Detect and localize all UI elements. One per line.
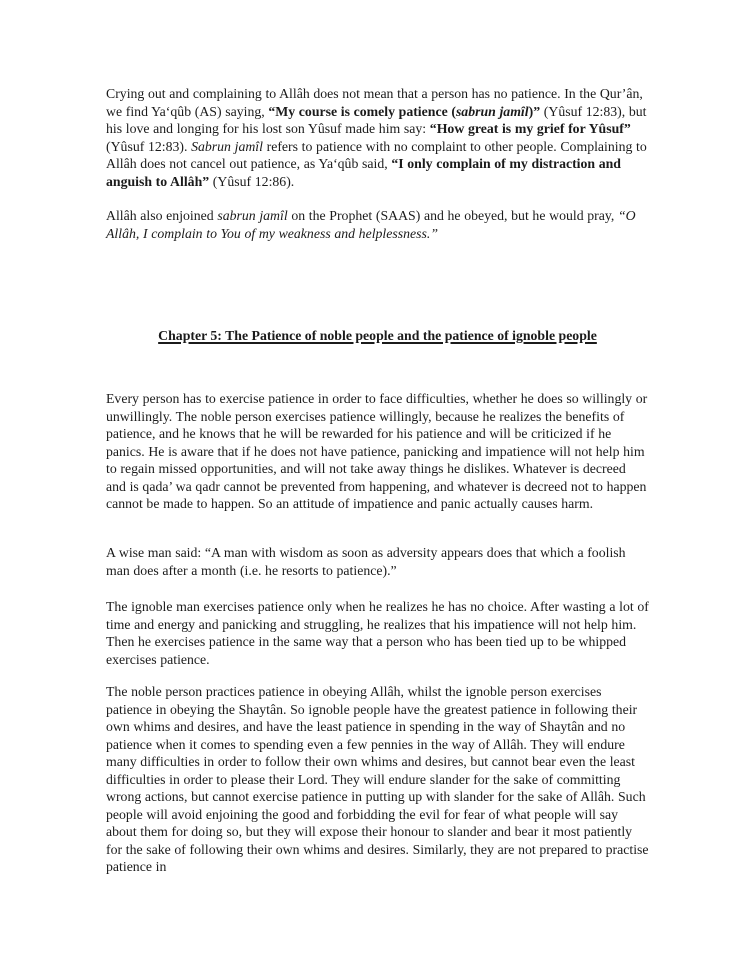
paragraph-ignoble-man: The ignoble man exercises patience only when he realizes he has no choice. After wasting a lot of time and energy and panicking and struggling, he realizes that his impatience will not help him. Then he exercises patience in the same way that a person who has been tied up to be whipped exercises patience. [106,599,649,667]
paragraph-noble-vs-ignoble: The noble person practices patience in obeying Allâh, whilst the ignoble person exercises patience in obeying the Shaytân. So ignoble people have the greatest patience in following their own whims and desires, and have the least patience in spending in the way of Shaytân and no patience when it comes to spending even a few pennies in the way of Allâh. They will endure many difficulties in order to follow their own whims and desires, but cannot bear even the least difficulties in order to please their Lord. They will endure slander for the sake of committing wrong actions, but cannot exercise patience in putting up with slander for the sake of Allâh. Such people will avoid enjoining the good and forbidding the evil for fear of what people will say about them for doing so, but they will expose their honour to slander and bear it most patiently for the sake of following their own whims and desires. Similarly, they are not prepared to practise patience in [106,684,649,874]
paragraph-wise-man: A wise man said: “A man with wisdom as soon as adversity appears does that which a foolish man does after a month (i.e. he resorts to patience).” [106,545,626,578]
paragraph-every-person: Every person has to exercise patience in order to face difficulties, whether he does so willingly or unwillingly. The noble person exercises patience willingly, because he realizes the benefits of patience, and he knows that he will be rewarded for his patience and will be criticized if he panics. He is aware that if he does not have patience, panicking and impatience will not help him to regain missed opportunities, and will not take away things he dislikes. Whatever is decreed and is qada’ wa qadr cannot be prevented from happening, and whatever is decreed not to happen cannot be made to happen. So an attitude of impatience and panic actually causes harm. [106,391,648,511]
paragraph-prophet-dua: Allâh also enjoined sabrun jamîl on the Prophet (SAAS) and he obeyed, but he would pray, “O Allâh, I complain to You of my weakness and helplessness.” [106,208,636,241]
paragraph-intro-complaining: Crying out and complaining to Allâh does not mean that a person has no patience. In the Qur’ân, we find Ya‘qûb (AS) saying, “My course is comely patience (sabrun jamîl)” (Yûsuf 12:83), but his love and longing for his lost son Yûsuf made him say: “How great is my grief for Yûsuf” (Yûsuf 12:83). Sabrun jamîl refers to patience with no complaint to other people. Complaining to Allâh does not cancel out patience, as Ya‘qûb said, “I only complain of my distraction and anguish to Allâh” (Yûsuf 12:86). [106,86,647,189]
chapter-heading: Chapter 5: The Patience of noble people and the patience of ignoble people [158,328,597,343]
